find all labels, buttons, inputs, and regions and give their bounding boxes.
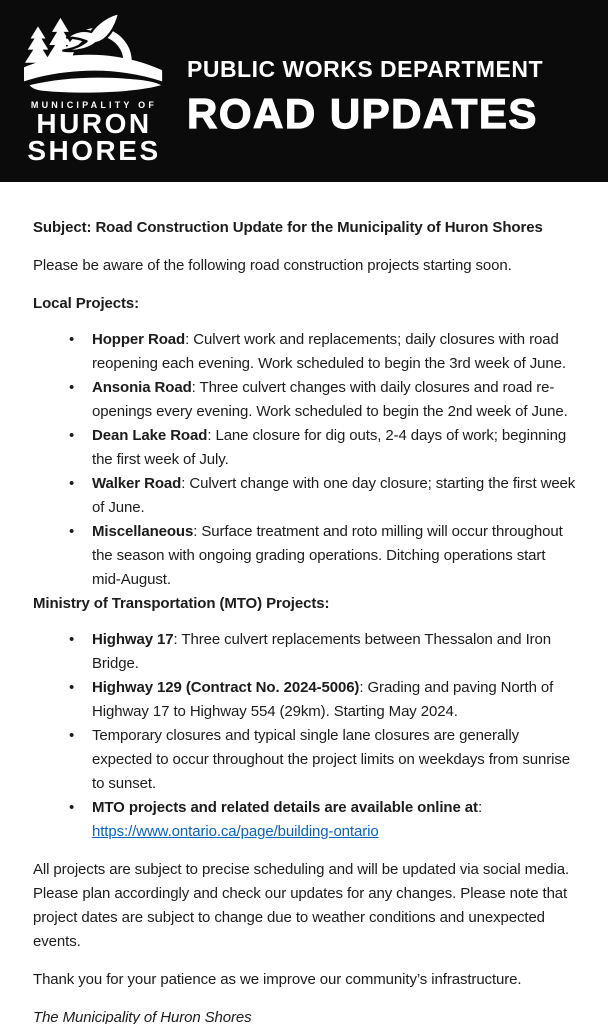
department-heading: PUBLIC WORKS DEPARTMENT: [187, 56, 544, 82]
item-text: : Surface treatment and roto milling will occur throughout the season with ongoing grading operations. Ditching operations start mid-August.: [92, 523, 563, 588]
list-item-dean-lake-road: [65, 424, 576, 472]
item-label: Highway 17: [92, 631, 174, 648]
logo-name-line2: SHORES: [27, 135, 161, 166]
list-item-mto-online: [65, 796, 576, 844]
list-item-temporary-closures: [65, 724, 576, 796]
list-item-highway-17: [65, 628, 576, 676]
item-text: : Lane closure for dig outs, 2-4 days of work; beginning the first week of July.: [92, 427, 567, 468]
logo-tagline: MUNICIPALITY OF: [30, 100, 158, 110]
item-text: : Three culvert replacements between Thessalon and Iron Bridge.: [92, 631, 552, 672]
item-text: : Grading and paving North of Highway 17 to Highway 554 (29km). Starting May 2024.: [92, 679, 554, 720]
list-item-hopper-road: [65, 328, 576, 376]
item-text: :: [477, 799, 483, 816]
banner-text: [187, 56, 543, 138]
local-projects-heading: Local Projects:: [33, 295, 140, 312]
list-item-miscellaneous: [65, 520, 576, 592]
huron-shores-emblem-icon: [24, 6, 164, 98]
huron-shores-logo: [20, 6, 168, 164]
item-text: : Three culvert changes with daily closures and road re- openings every evening. Work scheduled to begin the 2nd week of June.: [92, 379, 568, 420]
outro-paragraph: All projects are subject to precise scheduling and will be updated via social media. Please plan accordingly and check our updates for any changes. Please note that project dates are subject to change due to weather conditions and unexpected events.: [33, 861, 570, 950]
item-text: Temporary closures and typical single lane closures are generally expected to occur throughout the project limits on weekdays from sunrise to sunset.: [92, 727, 571, 792]
item-label: MTO projects and related details are available online at: [92, 799, 478, 816]
thanks-paragraph: Thank you for your patience as we improve our community’s infrastructure.: [33, 971, 522, 988]
document-body: [0, 182, 608, 1024]
local-projects-list: [33, 328, 576, 592]
list-item-walker-road: [65, 472, 576, 520]
item-text: : Culvert work and replacements; daily closures with road reopening each evening. Work scheduled to begin the 3rd week of June.: [92, 331, 566, 372]
logo-name-line1: HURON: [36, 108, 152, 139]
intro-paragraph: Please be aware of the following road construction projects starting soon.: [33, 257, 512, 274]
list-item-highway-129: [65, 676, 576, 724]
item-label: Miscellaneous: [92, 523, 194, 540]
item-label: Walker Road: [92, 475, 182, 492]
page-title: ROAD UPDATES: [187, 90, 538, 137]
mto-projects-heading: Ministry of Transportation (MTO) Projects:: [33, 595, 330, 612]
item-label: Dean Lake Road: [92, 427, 208, 444]
item-label: Highway 129 (Contract No. 2024-5006): [92, 679, 360, 696]
ontario-building-link[interactable]: https://www.ontario.ca/page/building-ontario: [92, 823, 379, 840]
mto-projects-list: [33, 628, 576, 844]
list-item-ansonia-road: [65, 376, 576, 424]
header-banner: [0, 0, 608, 182]
item-text: : Culvert change with one day closure; starting the first week of June.: [92, 475, 576, 516]
item-label: Ansonia Road: [92, 379, 192, 396]
item-label: Hopper Road: [92, 331, 186, 348]
subject-line: Subject: Road Construction Update for the Municipality of Huron Shores: [33, 219, 543, 236]
signature-line: The Municipality of Huron Shores: [33, 1009, 252, 1024]
